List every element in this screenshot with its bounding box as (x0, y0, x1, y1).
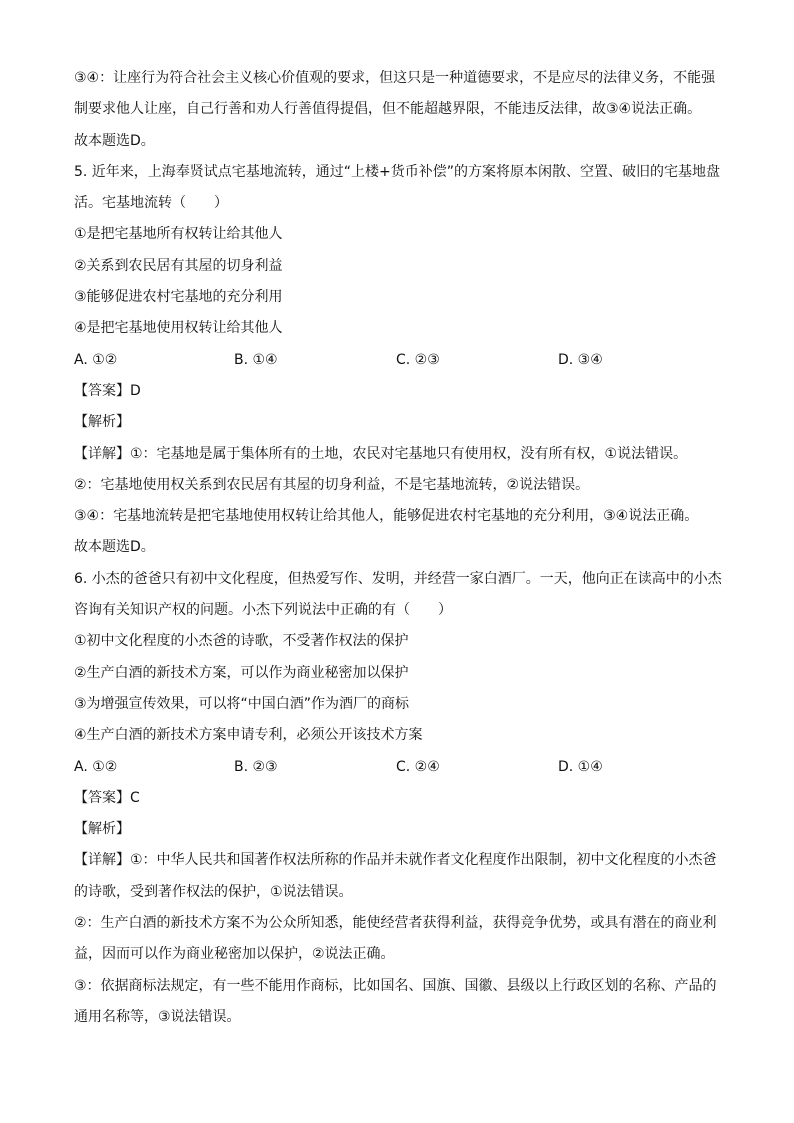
intro-line-1: ③④：让座行为符合社会主义核心价值观的要求，但这只是一种道德要求，不是应尽的法律义务，不能强 (74, 70, 716, 86)
q6-detail-4: 益，因而可以作为商业秘密加以保护，②说法正确。 (74, 946, 395, 963)
q6-answer: 【答案】C (74, 789, 140, 806)
q6-detail-5: ③：依据商标法规定，有一些不能用作商标，比如国名、国旗、国徽、县级以上行政区划的名称、产品的 (74, 977, 717, 994)
question-5 (74, 157, 724, 564)
q6-detail-6: 通用名称等，③说法错误。 (74, 1008, 241, 1025)
q6-choice-a: A. ①② (74, 758, 118, 775)
q5-stem-line-1: 5. 近年来，上海奉贤试点宅基地流转，通过“上楼+货币补偿”的方案将原本闲散、空置、破旧的宅基地盘 (74, 163, 721, 180)
document-page (74, 63, 724, 1033)
q6-choice-d: D. ①④ (558, 758, 603, 775)
q5-choice-b: B. ①④ (234, 351, 278, 368)
q6-option-3: ③为增强宣传效果，可以将“中国白酒”作为酒厂的商标 (74, 695, 410, 712)
q5-option-4: ④是把宅基地使用权转让给其他人 (74, 320, 283, 337)
question-6 (74, 564, 724, 1033)
q6-analysis-label: 【解析】 (74, 821, 130, 838)
q5-answer: 【答案】D (74, 382, 141, 399)
q5-option-3: ③能够促进农村宅基地的充分利用 (74, 289, 283, 306)
q5-choice-d: D. ③④ (558, 351, 603, 368)
q5-detail-4: 故本题选D。 (74, 539, 155, 556)
q6-stem-line-1: 6. 小杰的爸爸只有初中文化程度，但热爱写作、发明，并经营一家白酒厂。一天，他向正在读高中的小杰 (74, 570, 722, 587)
q5-choice-a: A. ①② (74, 351, 118, 368)
q6-detail-3: ②：生产白酒的新技术方案不为公众所知悉，能使经营者获得利益，获得竞争优势，或具有潜在的商业利 (74, 915, 717, 932)
q6-choice-c: C. ②④ (396, 758, 440, 775)
q6-option-4: ④生产白酒的新技术方案申请专利，必须公开该技术方案 (74, 727, 423, 744)
q5-choice-c: C. ②③ (396, 351, 440, 368)
q5-detail-1: 【详解】①：宅基地是属于集体所有的土地，农民对宅基地只有使用权，没有所有权，①说法错误。 (74, 445, 688, 462)
intro-conclusion: 故本题选D。 (74, 132, 155, 149)
q6-detail-2: 的诗歌，受到著作权法的保护，①说法错误。 (74, 883, 353, 900)
q6-choice-b: B. ②③ (234, 758, 278, 775)
q6-option-1: ①初中文化程度的小杰爸的诗歌，不受著作权法的保护 (74, 633, 409, 650)
q6-choices (74, 752, 724, 783)
q5-option-1: ①是把宅基地所有权转让给其他人 (74, 226, 283, 243)
q5-option-2: ②关系到农民居有其屋的切身利益 (74, 257, 283, 274)
q5-stem-line-2: 活。宅基地流转（ ） (74, 195, 228, 212)
q6-option-2: ②生产白酒的新技术方案，可以作为商业秘密加以保护 (74, 664, 409, 681)
q5-detail-3: ③④：宅基地流转是把宅基地使用权转让给其他人，能够促进农村宅基地的充分利用，③④说法正确。 (74, 508, 699, 525)
q5-choices (74, 345, 724, 376)
q6-detail-1: 【详解】①：中华人民共和国著作权法所称的作品并未就作者文化程度作出限制，初中文化程度的小杰爸 (74, 852, 717, 869)
q5-analysis-label: 【解析】 (74, 414, 130, 431)
intro-line-2: 制要求他人让座，自己行善和劝人行善值得提倡，但不能超越界限，不能违反法律，故③④说法正确。 (74, 101, 702, 118)
q6-stem-line-2: 咨询有关知识产权的问题。小杰下列说法中正确的有（ ） (74, 602, 452, 619)
q5-detail-2: ②：宅基地使用权关系到农民居有其屋的切身利益，不是宅基地流转，②说法错误。 (74, 476, 590, 493)
